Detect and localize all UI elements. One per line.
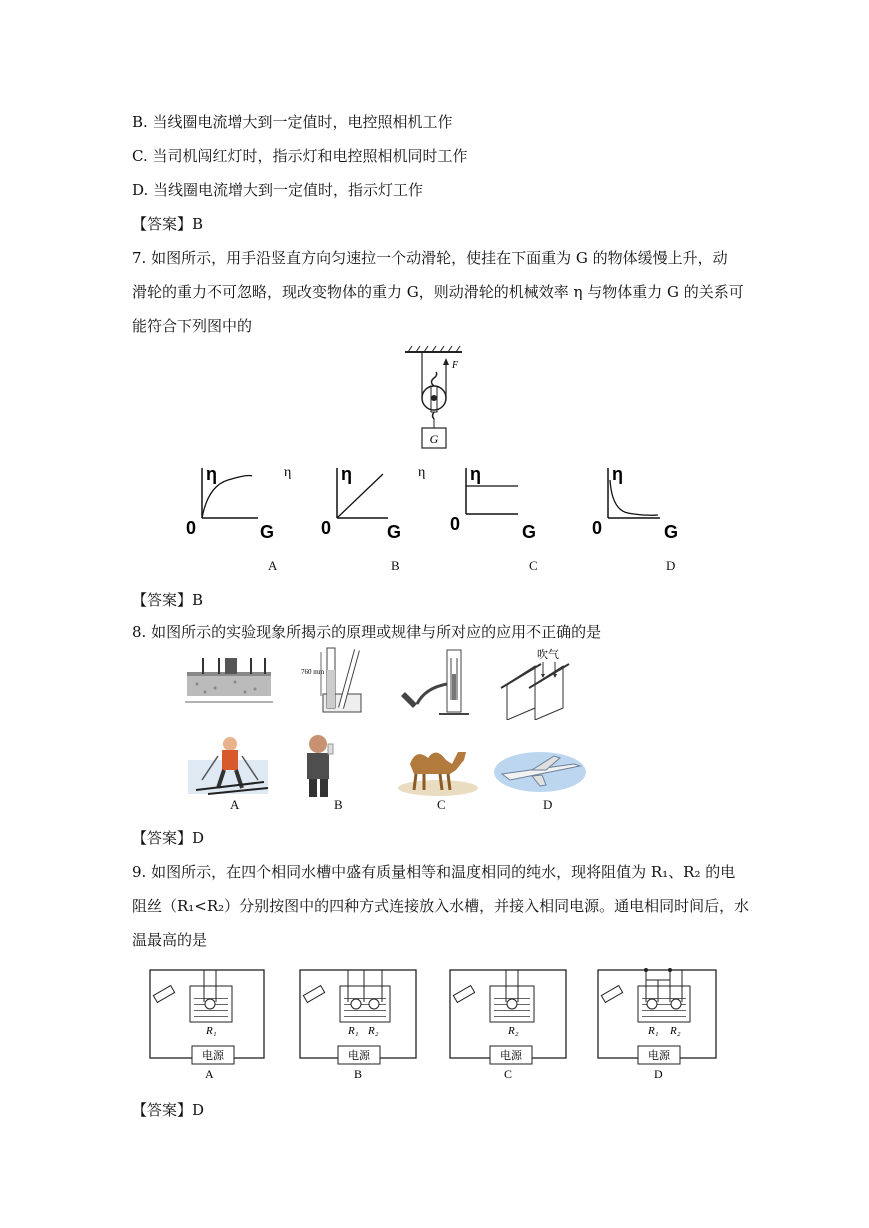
circuit-b-label: B (354, 1067, 363, 1081)
circuit-d-label: D (654, 1067, 663, 1081)
q9-answer: 【答案】D (132, 1101, 205, 1119)
q8-label-d: D (543, 797, 553, 812)
q8-experiments (185, 644, 585, 720)
q8-label-b: B (334, 797, 343, 812)
q6-answer: 【答案】B (132, 215, 204, 233)
boy-drinking-picture (307, 735, 333, 797)
q7-label-c: C (529, 558, 538, 573)
circuit-b-power: 电源 (348, 1050, 370, 1062)
pulley-weight-label: G (429, 432, 439, 446)
graph-b-y-label: η (341, 464, 352, 484)
q6-option-d: D. 当线圈电流增大到一定值时，指示灯工作 (132, 181, 424, 199)
graph-a-y-label: η (206, 464, 217, 484)
graph-a-x-label: G (260, 522, 275, 542)
circuit-d-r1: R₁ (648, 1025, 659, 1037)
circuit-a-label: A (205, 1067, 214, 1081)
graph-a-origin: 0 (186, 518, 197, 538)
experiment-c-manometer (401, 650, 469, 714)
q7-answer: 【答案】B (132, 591, 204, 609)
q8-label-c: C (437, 797, 446, 812)
efficiency-graphs (180, 458, 700, 548)
graph-c-y-label: η (470, 464, 481, 484)
stray-eta-1: η (284, 465, 292, 480)
camel-picture (398, 752, 478, 796)
circuit-a-power: 电源 (202, 1050, 224, 1062)
q7-label-d: D (666, 558, 676, 573)
q7-stem-line2: 滑轮的重力不可忽略，现改变物体的重力 G，则动滑轮的机械效率 η 与物体重力 G 的关系可 (132, 283, 744, 301)
graph-d-x-label: G (664, 522, 679, 542)
stray-eta-2: η (418, 465, 426, 480)
q7-stem-line3: 能符合下列图中的 (132, 317, 253, 335)
graph-c-origin: 0 (450, 514, 461, 534)
q8-label-a: A (230, 797, 240, 812)
circuit-b-r1: R₁ (348, 1025, 359, 1037)
q9-stem-line2: 阻丝（R₁<R₂）分别按图中的四种方式连接放入水槽，并接入相同电源。通电相同时间后，水 (132, 897, 750, 915)
circuit-c-r2: R₂ (508, 1025, 519, 1037)
skier-picture (188, 737, 268, 794)
pulley-figure (400, 346, 470, 458)
circuit-b (300, 970, 416, 1081)
circuit-c-label: C (504, 1067, 513, 1081)
circuit-a-r1: R₁ (206, 1025, 217, 1037)
circuit-d-power: 电源 (648, 1050, 670, 1062)
q6-option-c: C. 当司机闯红灯时，指示灯和电控照相机同时工作 (132, 147, 468, 165)
q6-option-b: B. 当线圈电流增大到一定值时，电控照相机工作 (132, 113, 453, 131)
q8-applications (188, 730, 588, 800)
experiment-b-tube (301, 648, 361, 712)
experiment-d-paper (501, 647, 569, 720)
graph-b-x-label: G (387, 522, 402, 542)
graph-a (186, 464, 274, 542)
airplane-picture (494, 752, 586, 792)
graph-d-y-label: η (612, 464, 623, 484)
q7-label-b: B (391, 558, 400, 573)
q9-stem-line1: 9. 如图所示，在四个相同水槽中盛有质量相等和温度相同的纯水，现将阻值为 R₁、R₂ 的电 (132, 863, 736, 881)
graph-c (450, 464, 536, 542)
tube-height-label: 760 mm (301, 668, 325, 676)
q8-stem: 8. 如图所示的实验现象所揭示的原理或规律与所对应的应用不正确的是 (132, 623, 602, 641)
circuit-c (450, 970, 566, 1081)
blow-label: 吹气 (537, 649, 559, 661)
graph-c-x-label: G (522, 522, 537, 542)
q9-circuits (140, 962, 740, 1090)
graph-b-origin: 0 (321, 518, 332, 538)
circuit-d (598, 968, 716, 1081)
circuit-a (150, 970, 264, 1081)
q7-label-a: A (268, 558, 278, 573)
circuit-c-power: 电源 (500, 1050, 522, 1062)
q8-answer: 【答案】D (132, 829, 205, 847)
circuit-d-r2: R₂ (670, 1025, 681, 1037)
q7-stem-line1: 7. 如图所示，用手沿竖直方向匀速拉一个动滑轮，使挂在下面重为 G 的物体缓慢上升，动 (132, 249, 728, 267)
experiment-a-sponge (185, 658, 273, 702)
graph-d-origin: 0 (592, 518, 603, 538)
graph-b (321, 464, 401, 542)
pulley-force-label: F (452, 360, 459, 371)
circuit-b-r2: R₂ (368, 1025, 379, 1037)
graph-d (592, 464, 678, 542)
q9-stem-line3: 温最高的是 (132, 931, 208, 949)
